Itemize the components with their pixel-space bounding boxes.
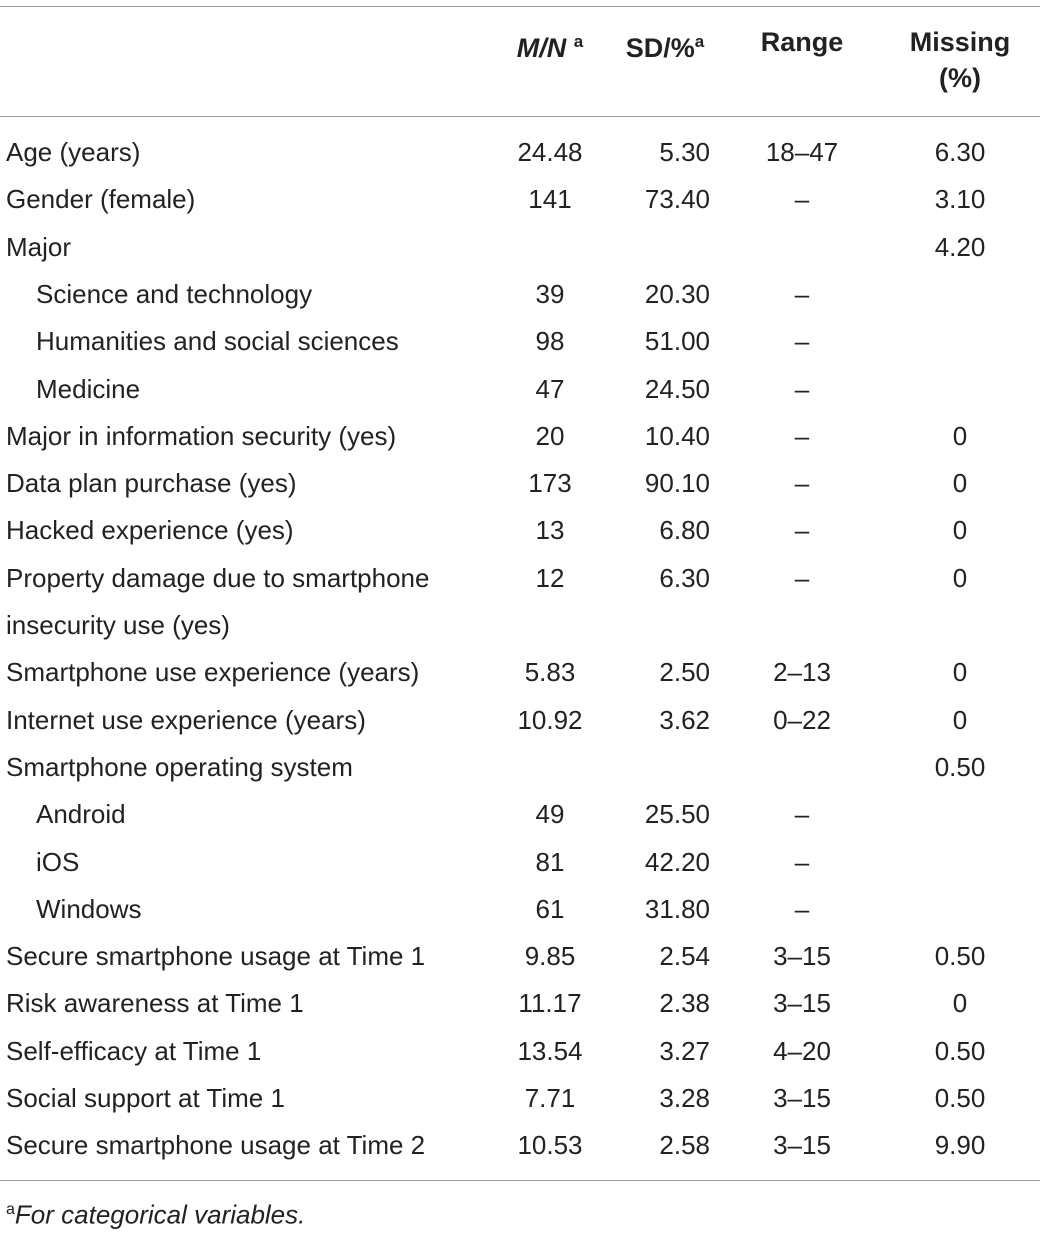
header-divider-rule	[0, 116, 1040, 117]
row-label: Data plan purchase (yes)	[6, 468, 297, 499]
table-row	[0, 413, 1040, 460]
cell-range: 3–15	[773, 1083, 831, 1113]
cell-missing: 0	[952, 704, 968, 735]
cell-range: 3–15	[773, 941, 831, 972]
cell-range: 0–22	[773, 704, 831, 735]
cell-missing: 0	[952, 468, 968, 499]
row-label: Medicine	[36, 373, 141, 404]
cell-mn: 10.53	[517, 1130, 583, 1161]
table-row	[0, 980, 1040, 1027]
table-row	[0, 366, 1040, 413]
cell-missing: 9.90	[934, 1130, 986, 1161]
column-header-sd-text: SD/%	[625, 33, 695, 63]
column-header-missing-line2: (%)	[939, 63, 981, 93]
table-row	[0, 791, 1040, 838]
row-label: Windows	[36, 893, 142, 924]
cell-mn: 20	[535, 420, 565, 451]
row-label: Internet use experience (years)	[6, 704, 366, 735]
cell-missing: 0.50	[934, 941, 986, 972]
row-label: Property damage due to smartphone	[6, 562, 430, 593]
cell-sd: 6.30	[659, 562, 710, 593]
table-row	[0, 460, 1040, 507]
cell-missing: 0	[952, 657, 968, 688]
row-label: Hacked experience (yes)	[6, 515, 294, 546]
footnote-mark: a	[6, 1201, 15, 1218]
cell-sd: 5.30	[659, 137, 710, 167]
row-label: Risk awareness at Time 1	[6, 988, 304, 1019]
cell-mn: 9.85	[524, 941, 576, 972]
table-row	[0, 318, 1040, 365]
cell-sd: 25.50	[644, 799, 710, 830]
table-row	[0, 1075, 1040, 1122]
cell-mn: 47	[535, 373, 565, 404]
table-row	[0, 129, 1040, 176]
row-label: Secure smartphone usage at Time 2	[6, 1130, 426, 1161]
column-header-missing-line1: Missing	[909, 27, 1011, 57]
row-label: Secure smartphone usage at Time 1	[6, 941, 426, 972]
column-header-mn-footnote-mark: a	[573, 32, 584, 51]
table-bottom-rule	[0, 1180, 1040, 1181]
cell-sd: 3.28	[659, 1083, 710, 1113]
cell-mn: 7.71	[524, 1083, 576, 1113]
cell-range: –	[794, 893, 810, 924]
cell-mn: 173	[528, 468, 572, 499]
cell-range: –	[794, 326, 810, 357]
cell-missing: 0.50	[934, 1083, 986, 1113]
cell-sd: 31.80	[644, 893, 710, 924]
table-row	[0, 555, 1040, 602]
table-footnote	[6, 1192, 305, 1233]
table-row	[0, 1028, 1040, 1075]
cell-mn: 81	[535, 846, 565, 877]
cell-mn: 141	[528, 184, 572, 215]
cell-range: –	[794, 420, 810, 451]
cell-sd: 73.40	[644, 184, 710, 215]
cell-range: 4–20	[773, 1035, 831, 1066]
cell-missing: 3.10	[934, 184, 986, 215]
row-label: Android	[36, 799, 126, 830]
cell-missing: 4.20	[934, 231, 986, 262]
table-row	[0, 886, 1040, 933]
cell-mn: 39	[535, 278, 565, 309]
cell-mn: 12	[535, 562, 565, 593]
cell-missing: 0.50	[934, 751, 986, 782]
cell-range: –	[794, 846, 810, 877]
cell-mn: 13	[535, 515, 565, 546]
row-label: insecurity use (yes)	[6, 610, 230, 640]
cell-sd: 6.80	[659, 515, 710, 546]
cell-range: 18–47	[765, 137, 839, 167]
cell-mn: 11.17	[518, 988, 582, 1019]
row-label: Smartphone operating system	[6, 751, 353, 782]
table-row	[0, 507, 1040, 554]
row-label: Age (years)	[6, 137, 141, 167]
cell-sd: 24.50	[644, 373, 710, 404]
cell-sd: 3.62	[659, 704, 710, 735]
row-label: Major in information security (yes)	[6, 420, 397, 451]
row-label: Smartphone use experience (years)	[6, 657, 420, 688]
column-header-sd-footnote-mark: a	[694, 32, 705, 51]
table-row	[0, 933, 1040, 980]
cell-sd: 2.54	[659, 941, 710, 972]
table-row	[0, 744, 1040, 791]
cell-range: –	[794, 515, 810, 546]
table-row	[0, 271, 1040, 318]
cell-range: –	[794, 373, 810, 404]
table-row	[0, 1122, 1040, 1169]
table-row	[0, 176, 1040, 223]
cell-mn: 10.92	[517, 704, 583, 735]
cell-range: 2–13	[773, 657, 831, 688]
cell-mn: 5.83	[524, 657, 576, 688]
column-header-missing	[880, 24, 1040, 96]
row-label: Self-efficacy at Time 1	[6, 1035, 262, 1066]
cell-missing: 0	[952, 562, 968, 593]
table-row	[0, 649, 1040, 696]
cell-mn: 13.54	[517, 1035, 583, 1066]
cell-sd: 10.40	[644, 420, 710, 451]
cell-missing: 6.30	[934, 137, 986, 167]
table-row	[0, 697, 1040, 744]
cell-sd: 42.20	[644, 846, 710, 877]
row-label: Social support at Time 1	[6, 1083, 285, 1113]
cell-sd: 20.30	[644, 278, 710, 309]
cell-sd: 2.38	[659, 988, 710, 1019]
table-row	[0, 839, 1040, 886]
cell-range: –	[794, 184, 810, 215]
cell-sd: 2.50	[659, 657, 710, 688]
cell-missing: 0.50	[934, 1035, 986, 1066]
cell-mn: 24.48	[517, 137, 583, 167]
cell-sd: 51.00	[644, 326, 710, 357]
cell-range: –	[794, 799, 810, 830]
row-label: Gender (female)	[6, 184, 196, 215]
table-row	[0, 224, 1040, 271]
cell-range: –	[794, 562, 810, 593]
row-label: iOS	[36, 846, 80, 877]
cell-mn: 49	[535, 799, 565, 830]
column-header-mn	[485, 24, 615, 66]
cell-range: –	[794, 278, 810, 309]
cell-missing: 0	[952, 515, 968, 546]
column-header-range-text: Range	[760, 27, 844, 57]
cell-sd: 3.27	[659, 1035, 710, 1066]
cell-range: –	[794, 468, 810, 499]
cell-missing: 0	[952, 988, 968, 1019]
row-label: Major	[6, 231, 72, 262]
cell-range: 3–15	[773, 988, 831, 1019]
column-header-sd	[600, 24, 730, 66]
cell-mn: 61	[535, 893, 565, 924]
cell-mn: 98	[535, 326, 565, 357]
row-label: Humanities and social sciences	[36, 326, 399, 357]
cell-sd: 2.58	[659, 1130, 710, 1161]
footnote-text: For categorical variables.	[14, 1199, 306, 1230]
table-top-rule	[0, 6, 1040, 7]
column-header-mn-text: M/N	[516, 33, 567, 63]
cell-missing: 0	[952, 420, 968, 451]
table-row	[0, 602, 1040, 649]
cell-range: 3–15	[773, 1130, 831, 1161]
cell-sd: 90.10	[644, 468, 710, 499]
row-label: Science and technology	[36, 278, 313, 309]
column-header-range	[742, 24, 862, 60]
